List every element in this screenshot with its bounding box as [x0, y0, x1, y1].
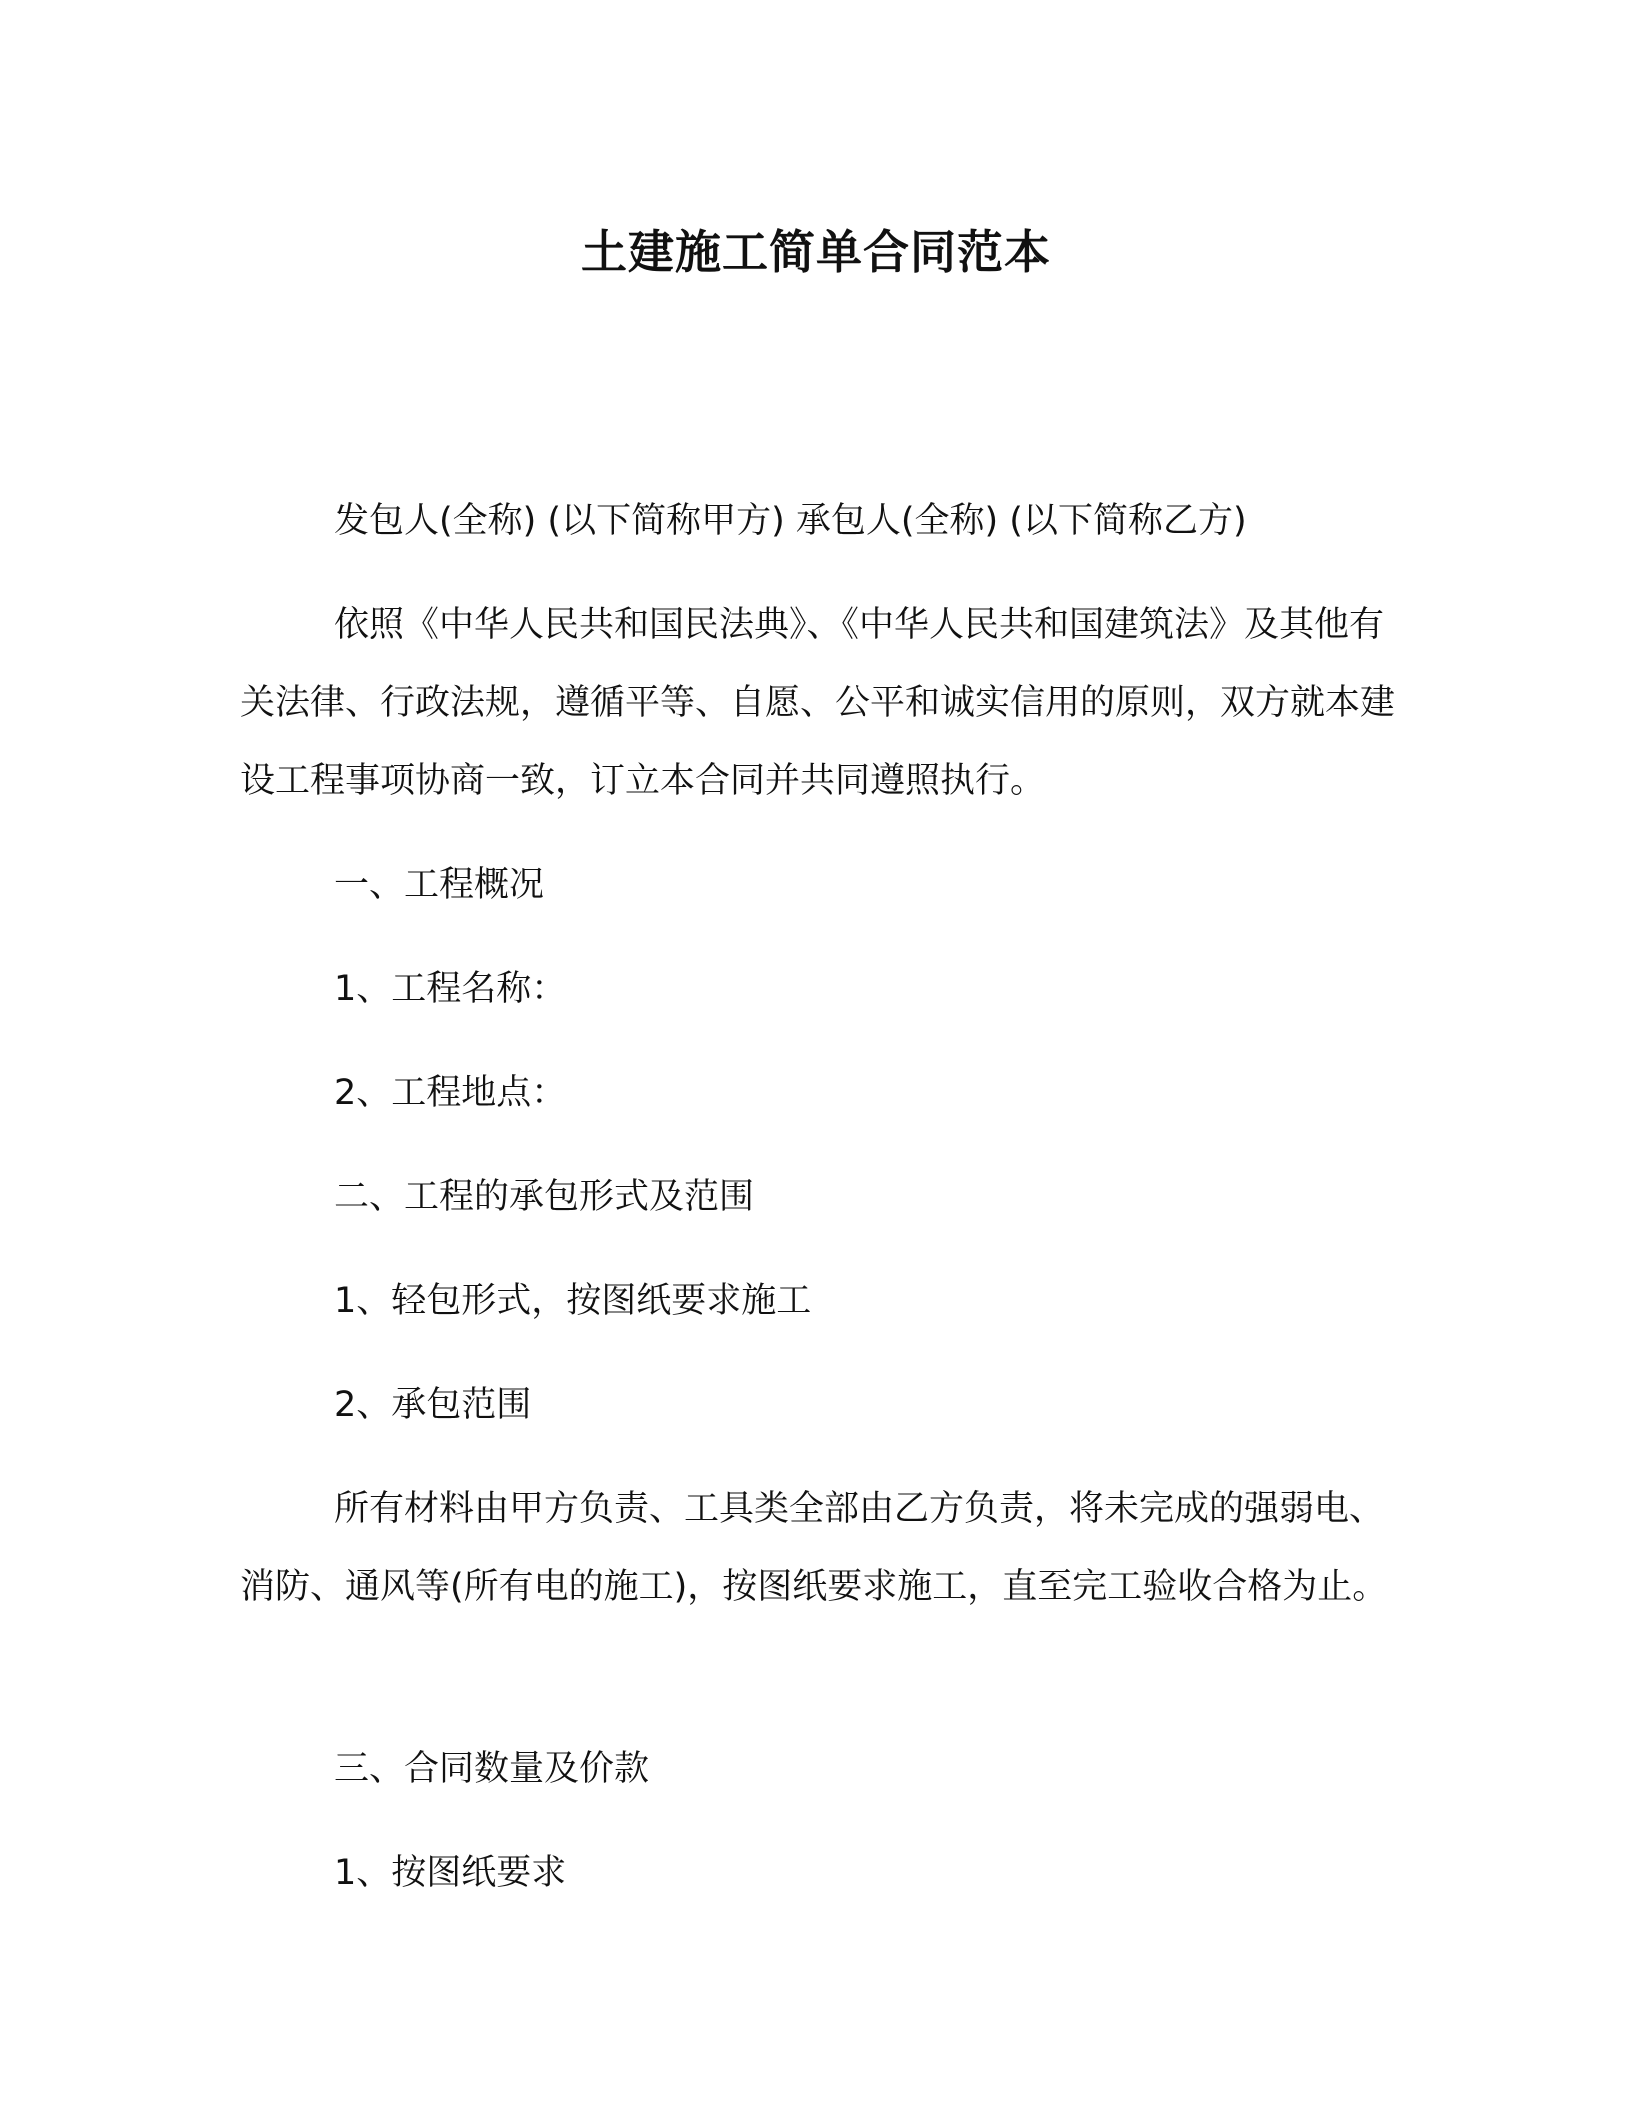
section-heading-2: 二、工程的承包形式及范围: [334, 1177, 755, 1217]
contract-form-item: 1、轻包形式，按图纸要求施工: [334, 1281, 812, 1321]
project-location-item: 2、工程地点：: [334, 1073, 567, 1113]
section-heading-1: 一、工程概况: [334, 865, 545, 905]
section-heading-3: 三、合同数量及价款: [334, 1749, 650, 1789]
quantity-item: 1、按图纸要求: [334, 1853, 567, 1893]
parties-paragraph: 发包人(全称) (以下简称甲方) 承包人(全称) (以下简称乙方): [334, 501, 1247, 541]
project-name-item: 1、工程名称：: [334, 969, 567, 1009]
document-title: 土建施工简单合同范本: [581, 225, 1051, 279]
basis-paragraph: 依照《中华人民共和国民法典》、《中华人民共和国建筑法》及其他有关法律、行政法规，遵循平等、自愿、公平和诚实信用的原则，双方就本建设工程事项协商一致，订立本合同并共同遵照执行。: [240, 605, 1396, 801]
scope-detail-paragraph: 所有材料由甲方负责、工具类全部由乙方负责，将未完成的强弱电、消防、通风等(所有电的施工)，按图纸要求施工，直至完工验收合格为止。: [240, 1489, 1388, 1607]
contract-scope-item: 2、承包范围: [334, 1385, 532, 1425]
